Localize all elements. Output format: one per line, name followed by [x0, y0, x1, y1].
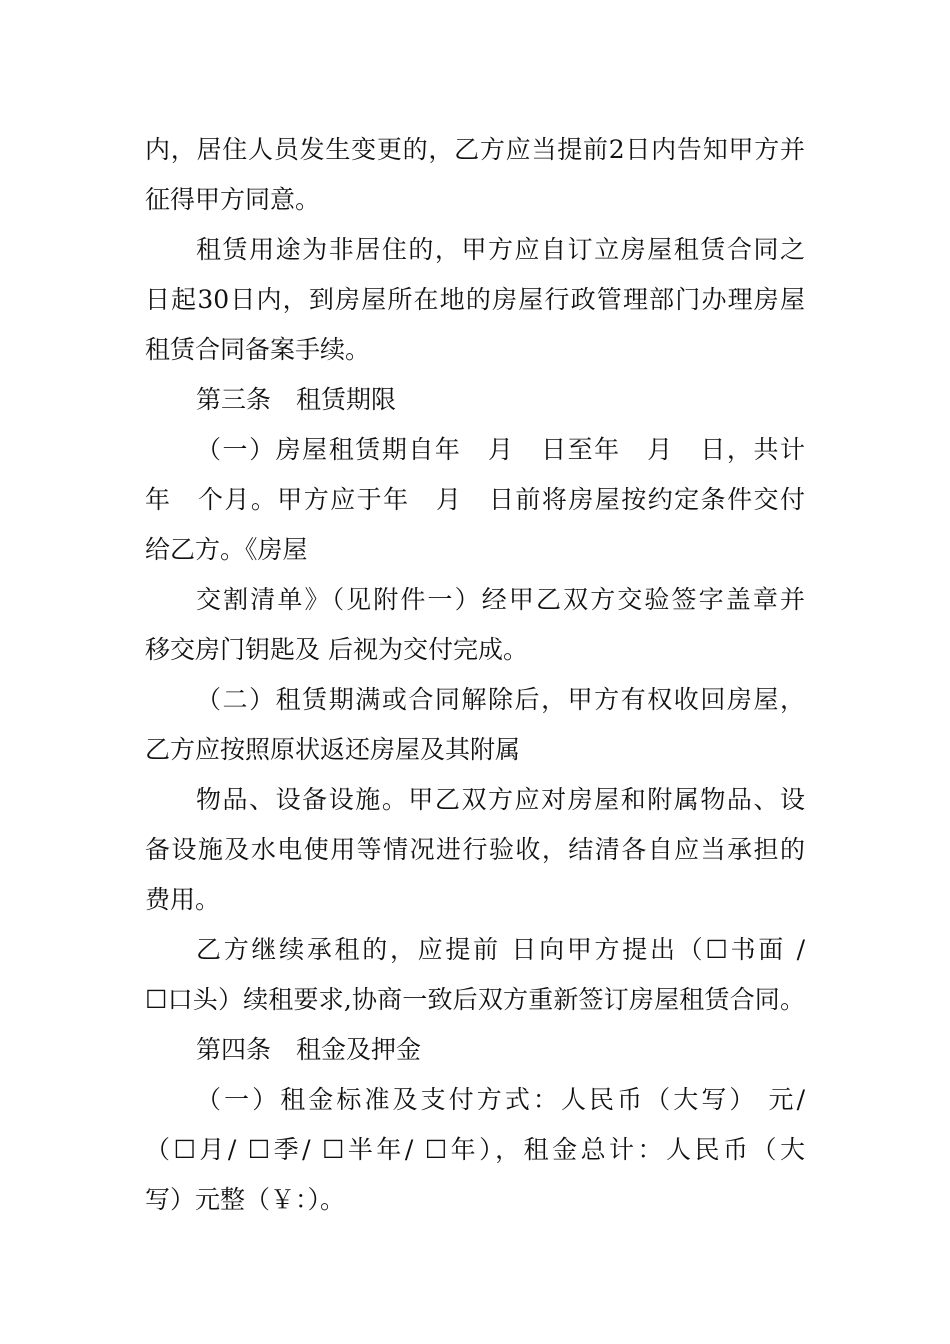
text-line: 乙方继续承租的，应提前 日向甲方提出（☐书面 / — [196, 935, 805, 964]
section-heading: 第三条 租赁期限 — [196, 385, 397, 414]
text-line: （☐月/ ☐季/ ☐半年/ ☐年），租金总计：人民币（大 — [145, 1135, 805, 1164]
text-line: （二）租赁期满或合同解除后，甲方有权收回房屋， — [196, 685, 805, 714]
text-line: 写）元整（￥：）。 — [145, 1185, 346, 1214]
text-line: 给乙方。《房屋 — [145, 535, 308, 564]
text-line: （一）租金标准及支付方式：人民币（大写） 元/ — [196, 1085, 805, 1114]
text-line: 内，居住人员发生变更的，乙方应当提前2日内告知甲方并 — [145, 135, 805, 164]
text-line: （一）房屋租赁期自年 月 日至年 月 日，共计 — [196, 435, 805, 464]
text-line: 租赁合同备案手续。 — [145, 335, 371, 364]
text-line: 交割清单》（见附件一）经甲乙双方交验签字盖章并 — [196, 585, 805, 614]
text-line: 备设施及水电使用等情况进行验收，结清各自应当承担的 — [145, 835, 805, 864]
text-line: 年 个月。甲方应于年 月 日前将房屋按约定条件交付 — [145, 485, 805, 514]
text-line: 乙方应按照原状返还房屋及其附属 — [145, 735, 521, 764]
text-line: 费用。 — [145, 885, 221, 914]
text-line: 物品、设备设施。甲乙双方应对房屋和附属物品、设 — [196, 785, 805, 814]
section-heading: 第四条 租金及押金 — [196, 1035, 422, 1064]
text-line: 租赁用途为非居住的，甲方应自订立房屋租赁合同之 — [196, 235, 805, 264]
text-line: 移交房门钥匙及 后视为交付完成。 — [145, 635, 528, 664]
text-line: 日起30日内，到房屋所在地的房屋行政管理部门办理房屋 — [145, 285, 805, 314]
text-line: ☐口头）续租要求,协商一致后双方重新签订房屋租赁合同。 — [145, 985, 805, 1014]
text-line: 征得甲方同意。 — [145, 185, 321, 214]
